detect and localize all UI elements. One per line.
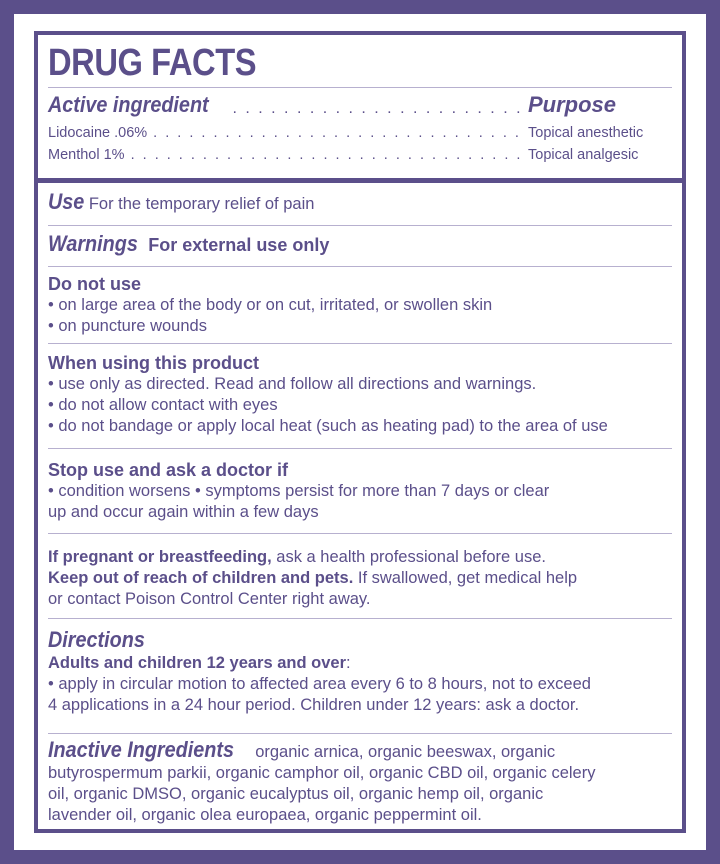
list-item: • condition worsens • symptoms persist for more than 7 days or clear xyxy=(48,482,550,500)
inactive-text: oil, organic DMSO, organic eucalyptus oil, organic hemp oil, organic xyxy=(48,785,544,803)
inactive-text: lavender oil, organic olea europaea, organic peppermint oil. xyxy=(48,806,482,824)
drug-facts-frame xyxy=(34,31,686,833)
ingredient-name: Lidocaine .06% xyxy=(48,125,148,141)
directions-line: 4 applications in a 24 hour period. Children under 12 years: ask a doctor. xyxy=(48,696,580,714)
stop-use-heading: Stop use and ask a doctor if xyxy=(48,460,289,480)
active-heading-row xyxy=(48,88,672,118)
inactive-text: organic arnica, organic beeswax, organic xyxy=(250,743,556,761)
keep-out-text: If swallowed, get medical help xyxy=(353,569,578,587)
do-not-use-heading: Do not use xyxy=(48,274,141,294)
list-item: • on puncture wounds xyxy=(48,317,207,335)
warnings-text: For external use only xyxy=(148,235,330,255)
pregnant-bold: If pregnant or breastfeeding, xyxy=(48,548,272,566)
list-item: • on large area of the body or on cut, irritated, or swollen skin xyxy=(48,296,493,314)
pregnancy-section xyxy=(38,534,682,618)
use-heading: Use xyxy=(48,189,85,214)
active-ingredient-panel xyxy=(38,35,682,178)
ingredient-purpose: Topical analgesic xyxy=(528,147,639,163)
warnings-section xyxy=(38,226,682,266)
directions-sub-bold: Adults and children 12 years and over xyxy=(48,654,347,672)
ingredient-row xyxy=(48,144,672,166)
inactive-ingredients-section xyxy=(38,734,682,826)
directions-heading: Directions xyxy=(48,627,145,652)
use-section xyxy=(38,183,682,225)
directions-section: Directions Adults and children 12 years and over: • apply in circular motion to affected area every 6 to 8 hours, not to exceed 4 applications in a 24 hour period. Children under 12 years: ask a doctor. xyxy=(38,619,682,733)
active-ingredient-heading: Active ingredient xyxy=(48,92,209,117)
purpose-heading: Purpose xyxy=(528,92,617,117)
when-using-section xyxy=(38,344,682,448)
keep-out-bold: Keep out of reach of children and pets. xyxy=(48,569,354,587)
warnings-heading: Warnings xyxy=(48,231,138,256)
ingredient-purpose: Topical anesthetic xyxy=(528,125,644,141)
list-item: • use only as directed. Read and follow all directions and warnings. xyxy=(48,375,537,393)
list-item: • do not bandage or apply local heat (such as heating pad) to the area of use xyxy=(48,417,608,435)
drug-facts-label xyxy=(14,14,706,850)
inactive-text: butyrospermum parkii, organic camphor oil, organic CBD oil, organic celery xyxy=(48,764,596,782)
when-using-heading: When using this product xyxy=(48,353,259,373)
directions-line: • apply in circular motion to affected area every 6 to 8 hours, not to exceed xyxy=(48,675,591,693)
do-not-use-section xyxy=(38,267,682,343)
stop-use-section xyxy=(38,449,682,533)
pregnant-text: ask a health professional before use. xyxy=(271,548,546,566)
ingredient-name: Menthol 1% xyxy=(48,147,125,163)
keep-out-line2: or contact Poison Control Center right away. xyxy=(48,590,371,608)
list-item: • do not allow contact with eyes xyxy=(48,396,278,414)
page-title: DRUG FACTS xyxy=(48,42,257,84)
ingredient-row xyxy=(48,122,672,144)
list-item: up and occur again within a few days xyxy=(48,503,319,521)
use-text: For the temporary relief of pain xyxy=(88,195,315,213)
inactive-heading: Inactive Ingredients xyxy=(48,737,234,762)
